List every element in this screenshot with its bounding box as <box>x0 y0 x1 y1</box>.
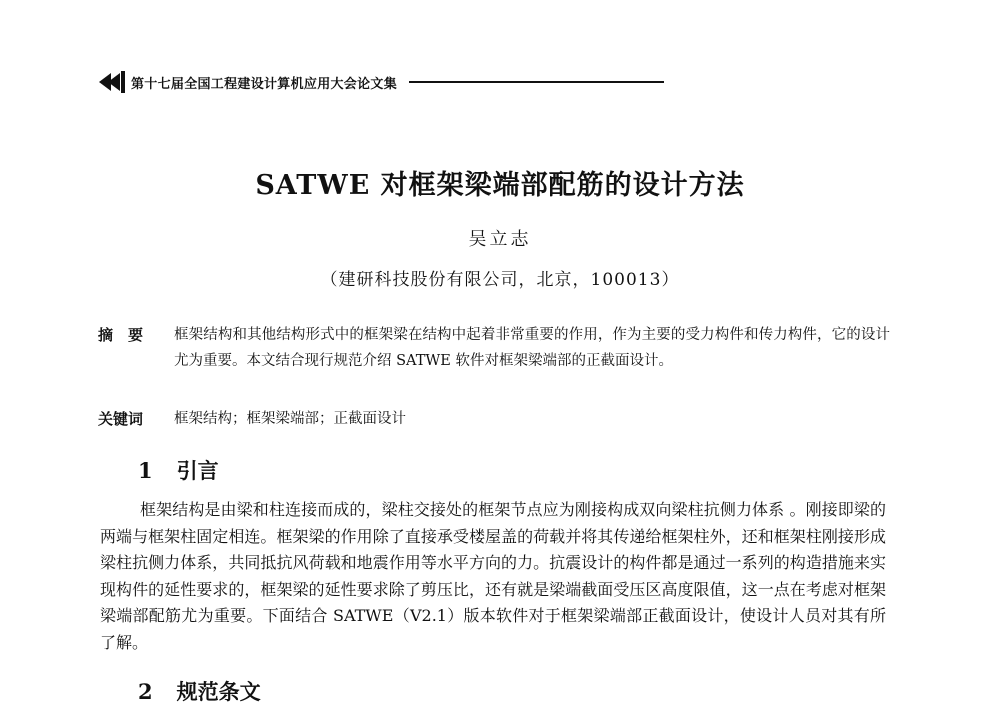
keywords <box>98 406 898 432</box>
paper-title: SATWE 对框架梁端部配筋的设计方法 <box>255 170 745 201</box>
section-title: 规范条文 <box>176 680 261 704</box>
introduction-paragraph <box>100 497 886 656</box>
paper-affiliation: （建研科技股份有限公司，北京，100013） <box>320 270 680 290</box>
abstract <box>98 322 898 374</box>
running-header <box>97 68 697 96</box>
section-number: 1 <box>138 458 153 483</box>
section-heading-code-provisions <box>138 676 261 706</box>
section-title: 引言 <box>176 459 219 483</box>
running-header-text: 第十七届全国工程建设计算机应用大会论文集 <box>131 76 398 92</box>
section-heading-introduction <box>138 455 219 485</box>
paper-author: 吴立志 <box>468 229 532 250</box>
keywords-text: 框架结构；框架梁端部；正截面设计 <box>174 411 406 427</box>
abstract-label: 摘要 <box>98 326 159 344</box>
abstract-text: 框架结构和其他结构形式中的框架梁在结构中起着非常重要的作用，作为主要的受力构件和传力构件，它的设计尤为重要。本文结合现行规范介绍 SATWE 软件对框架梁端部的正截面设计。 <box>174 327 890 369</box>
header-rule <box>409 81 664 83</box>
section-number: 2 <box>138 679 153 704</box>
keywords-label: 关键词 <box>98 410 144 428</box>
paragraph-text: 框架结构是由梁和柱连接而成的，梁柱交接处的框架节点应为刚接构成双向梁柱抗侧力体系 。刚接即梁的两端与框架柱固定相连。框架梁的作用除了直接承受楼屋盖的荷载并将其传递给框架柱外，还和框架柱刚接形成梁柱抗侧力体系，共同抵抗风荷载和地震作用等水平方向的力。抗震设计的构件都是通过一系列的构造措施来实现构件的延性要求的，框架梁的延性要求除了剪压比，还有就是梁端截面受压区高度限值，这一点在考虑对框架梁端部配筋尤为重要。下面结合 SATWE（V2.1）版本软件对于框架梁端部正截面设计，使设计人员对其有所了解。 <box>100 500 886 652</box>
double-triangle-icon <box>97 70 127 94</box>
